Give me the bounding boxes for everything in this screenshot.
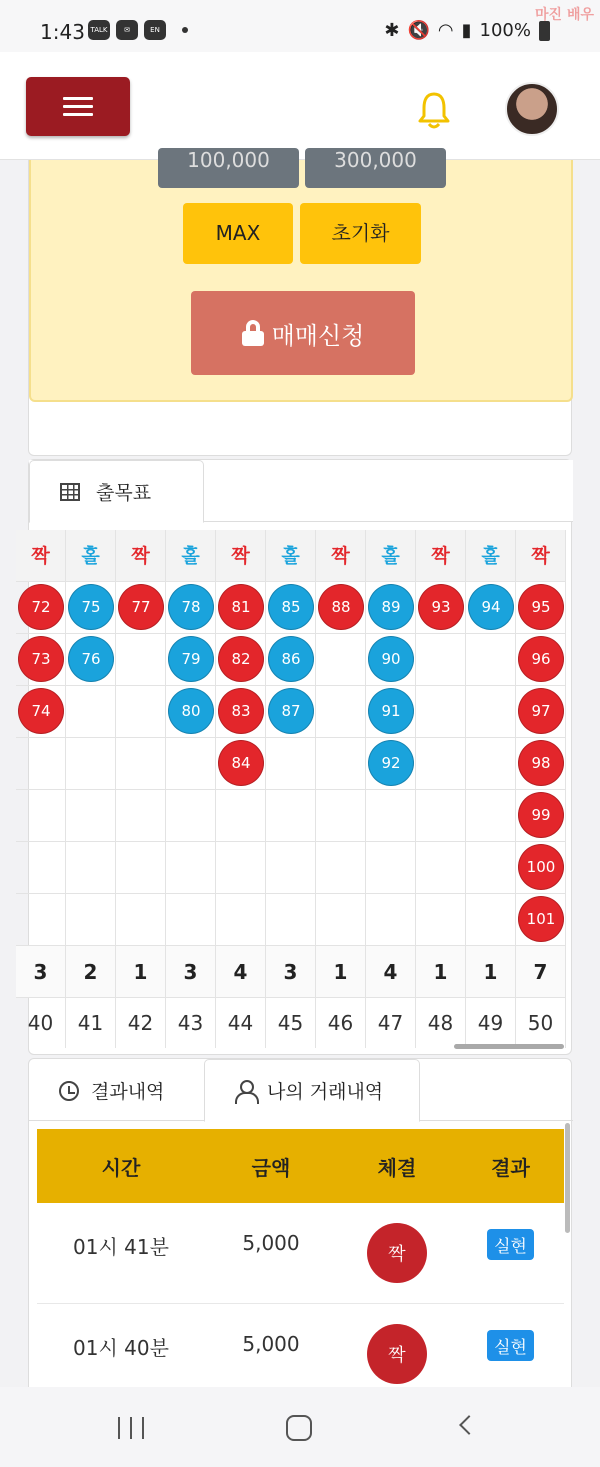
board-cell: [516, 686, 565, 738]
result-ball: 99: [518, 792, 564, 838]
column-number: 44: [227, 1011, 254, 1035]
trade-request-button[interactable]: [191, 291, 415, 375]
board-cell: [366, 634, 415, 686]
column-head: 홀: [166, 530, 215, 582]
result-ball: 95: [518, 584, 564, 630]
recent-apps-button[interactable]: [118, 1417, 144, 1439]
board-cell: [266, 582, 315, 634]
column-head: 짝: [216, 530, 265, 582]
board-cell: [366, 894, 415, 946]
column-count: 3: [166, 946, 215, 998]
column-count: 1: [116, 946, 165, 998]
board-cell: [516, 894, 565, 946]
row-amount: 5,000: [242, 1231, 300, 1255]
board-cell: [66, 894, 115, 946]
result-ball: 82: [218, 636, 264, 682]
board-cell: [166, 738, 215, 790]
result-ball: 96: [518, 636, 564, 682]
column-count: 1: [416, 946, 465, 998]
side-badge: 짝: [367, 1324, 427, 1384]
board-cell: [16, 582, 65, 634]
lock-icon: [242, 320, 264, 346]
result-ball: 83: [218, 688, 264, 734]
board-cell: [116, 686, 165, 738]
column-count: 4: [216, 946, 265, 998]
table-icon: [60, 483, 80, 501]
board-cell: [216, 686, 265, 738]
history-tabbar: [29, 1059, 573, 1121]
tab-results[interactable]: [59, 1059, 209, 1122]
column-head: 짝: [416, 530, 465, 582]
wifi-icon: ◠: [437, 20, 454, 41]
board-cell: [66, 790, 115, 842]
board-cell: [66, 582, 115, 634]
result-ball: 92: [368, 740, 414, 786]
column-head: 홀: [266, 530, 315, 582]
result-ball: 86: [268, 636, 314, 682]
board-cell: [16, 894, 65, 946]
column-number: 45: [277, 1011, 304, 1035]
board-cell: [266, 790, 315, 842]
board-cell: [216, 790, 265, 842]
tab-my-trades[interactable]: [204, 1059, 420, 1122]
trade-request-label: 매매신청: [271, 321, 365, 350]
board-cell: [466, 790, 515, 842]
result-ball: 78: [168, 584, 214, 630]
column-number: 43: [177, 1011, 204, 1035]
board-cell: [216, 738, 265, 790]
column-number: 42: [127, 1011, 154, 1035]
board-cell: [516, 738, 565, 790]
result-ball: 98: [518, 740, 564, 786]
header-amount: 금액: [251, 1155, 291, 1180]
back-button[interactable]: [459, 1415, 479, 1435]
board-cell: [116, 790, 165, 842]
board-cell: [466, 686, 515, 738]
result-ball: 101: [518, 896, 564, 942]
row-time: 01시 41분: [73, 1235, 169, 1259]
board-cell: [316, 634, 365, 686]
user-icon: [235, 1080, 255, 1102]
result-ball: 93: [418, 584, 464, 630]
signal-icon: ▮: [461, 20, 472, 41]
result-ball: 77: [118, 584, 164, 630]
board-tabbar: [29, 460, 573, 522]
column-head: 짝: [116, 530, 165, 582]
home-button[interactable]: [286, 1415, 312, 1441]
board-cell: [216, 894, 265, 946]
result-ball: 74: [18, 688, 64, 734]
menu-line: [63, 105, 93, 108]
dot-icon: [182, 27, 188, 33]
reset-button[interactable]: 초기화: [300, 203, 421, 264]
board-cell: [16, 738, 65, 790]
board-cell: [16, 634, 65, 686]
tab-my-trades-label: 나의 거래내역: [267, 1081, 384, 1103]
column-head: 홀: [366, 530, 415, 582]
board-column: [66, 530, 116, 1048]
column-number: 41: [77, 1011, 104, 1035]
board-cell: [166, 894, 215, 946]
hamburger-menu-button[interactable]: [26, 77, 130, 136]
board-cell: [416, 582, 465, 634]
column-count: 1: [316, 946, 365, 998]
history-icon: [59, 1081, 79, 1101]
board-cell: [316, 738, 365, 790]
result-board-card: [28, 459, 572, 1055]
column-number: 46: [327, 1011, 354, 1035]
board-column: [416, 530, 466, 1048]
tab-results-label: 결과내역: [91, 1081, 165, 1103]
board-cell: [416, 790, 465, 842]
order-panel: [28, 148, 572, 456]
result-ball: 87: [268, 688, 314, 734]
bell-icon[interactable]: [416, 90, 452, 130]
board-cell: [466, 842, 515, 894]
board-cell: [116, 582, 165, 634]
board-cell: [16, 790, 65, 842]
board-cell: [366, 790, 415, 842]
column-head: 홀: [466, 530, 515, 582]
board-cell: [266, 634, 315, 686]
column-count: 4: [366, 946, 415, 998]
row-side: [337, 1203, 457, 1303]
result-ball: 81: [218, 584, 264, 630]
board-column: [116, 530, 166, 1048]
bluetooth-icon: ✱: [384, 20, 400, 41]
board-cell: [316, 582, 365, 634]
board-cell: [166, 842, 215, 894]
board-cell: [266, 738, 315, 790]
amount-label: 100,000: [187, 148, 270, 172]
board-cell: [16, 686, 65, 738]
board-cell: [216, 842, 265, 894]
column-count: 7: [516, 946, 565, 998]
board-cell: [466, 894, 515, 946]
board-cell: [516, 842, 565, 894]
result-ball: 97: [518, 688, 564, 734]
amount-100000-button[interactable]: [158, 148, 299, 188]
board-cell: [416, 634, 465, 686]
board-cell: [116, 842, 165, 894]
board-cell: [266, 842, 315, 894]
board-cell: [316, 686, 365, 738]
board-cell: [116, 738, 165, 790]
column-count: 3: [16, 946, 65, 998]
amount-300000-button[interactable]: [305, 148, 446, 188]
board-cell: [116, 894, 165, 946]
result-ball: 90: [368, 636, 414, 682]
column-number: 40: [27, 1011, 54, 1035]
header-side: 체결: [377, 1155, 417, 1180]
board-column: [266, 530, 316, 1048]
row-result: [457, 1203, 564, 1303]
column-head: 홀: [66, 530, 115, 582]
battery-percent: 100%: [479, 20, 531, 41]
board-cell: [366, 582, 415, 634]
board-column: [166, 530, 216, 1048]
result-ball: 75: [68, 584, 114, 630]
tab-board[interactable]: [29, 460, 204, 523]
board-column: [216, 530, 266, 1048]
result-board[interactable]: [27, 530, 565, 1050]
board-cell: [466, 634, 515, 686]
result-badge: 실현: [487, 1229, 534, 1260]
board-cell: [416, 686, 465, 738]
result-ball: 80: [168, 688, 214, 734]
board-cell: [366, 738, 415, 790]
board-cell: [216, 582, 265, 634]
board-cell: [166, 790, 215, 842]
result-ball: 100: [518, 844, 564, 890]
row-time: 01시 40분: [73, 1336, 169, 1360]
column-number: 49: [477, 1011, 504, 1035]
vertical-scrollbar[interactable]: [565, 1123, 570, 1233]
board-cell: [316, 790, 365, 842]
history-card: [28, 1058, 572, 1388]
board-cell: [66, 842, 115, 894]
column-head: 짝: [516, 530, 565, 582]
board-cell: [166, 582, 215, 634]
column-head: 짝: [16, 530, 65, 582]
result-ball: 72: [18, 584, 64, 630]
board-cell: [466, 738, 515, 790]
status-time: 1:43: [40, 20, 85, 44]
board-cell: [316, 894, 365, 946]
system-nav-bar: [0, 1387, 600, 1467]
result-ball: 85: [268, 584, 314, 630]
board-cell: [216, 634, 265, 686]
board-column: [16, 530, 66, 1048]
column-number: 50: [527, 1011, 554, 1035]
header-time: 시간: [101, 1155, 141, 1180]
board-cell: [66, 738, 115, 790]
board-cell: [266, 686, 315, 738]
result-ball: 94: [468, 584, 514, 630]
result-badge: 실현: [487, 1330, 534, 1361]
side-badge: 짝: [367, 1223, 427, 1283]
board-cell: [266, 894, 315, 946]
board-column: [366, 530, 416, 1048]
menu-line: [63, 113, 93, 116]
trade-history-table: [37, 1129, 564, 1405]
result-ball: 76: [68, 636, 114, 682]
board-cell: [66, 686, 115, 738]
menu-line: [63, 97, 93, 100]
board-cell: [516, 790, 565, 842]
tab-board-label: 출목표: [96, 482, 152, 504]
horizontal-scrollbar[interactable]: [454, 1044, 564, 1049]
amount-label: 300,000: [334, 148, 417, 172]
row-amount: 5,000: [242, 1332, 300, 1356]
board-cell: [416, 842, 465, 894]
board-cell: [366, 842, 415, 894]
en-icon: EN: [144, 20, 166, 40]
result-ball: 91: [368, 688, 414, 734]
board-cell: [516, 582, 565, 634]
header-result: 결과: [491, 1155, 530, 1180]
board-column: [466, 530, 516, 1048]
talk-icon: TALK: [88, 20, 110, 40]
board-column: [516, 530, 566, 1048]
watermark-logo: 마진 배우: [535, 7, 594, 23]
board-column: [316, 530, 366, 1048]
order-form: [29, 148, 573, 402]
board-cell: [466, 582, 515, 634]
board-cell: [116, 634, 165, 686]
column-count: 2: [66, 946, 115, 998]
column-number: 47: [377, 1011, 404, 1035]
column-count: 3: [266, 946, 315, 998]
board-cell: [366, 686, 415, 738]
mute-icon: 🔇: [407, 20, 430, 41]
board-cell: [516, 634, 565, 686]
table-row: [37, 1203, 564, 1304]
column-count: 1: [466, 946, 515, 998]
board-cell: [416, 894, 465, 946]
board-cell: [416, 738, 465, 790]
user-avatar[interactable]: [505, 82, 559, 136]
result-ball: 89: [368, 584, 414, 630]
max-button[interactable]: MAX: [183, 203, 293, 264]
column-head: 짝: [316, 530, 365, 582]
column-number: 48: [427, 1011, 454, 1035]
mail-icon: ✉: [116, 20, 138, 40]
board-cell: [16, 842, 65, 894]
board-cell: [166, 634, 215, 686]
result-ball: 84: [218, 740, 264, 786]
board-cell: [316, 842, 365, 894]
board-cell: [66, 634, 115, 686]
board-cell: [166, 686, 215, 738]
table-header: [37, 1129, 564, 1203]
result-ball: 73: [18, 636, 64, 682]
result-ball: 88: [318, 584, 364, 630]
result-ball: 79: [168, 636, 214, 682]
app-header: [0, 52, 600, 160]
